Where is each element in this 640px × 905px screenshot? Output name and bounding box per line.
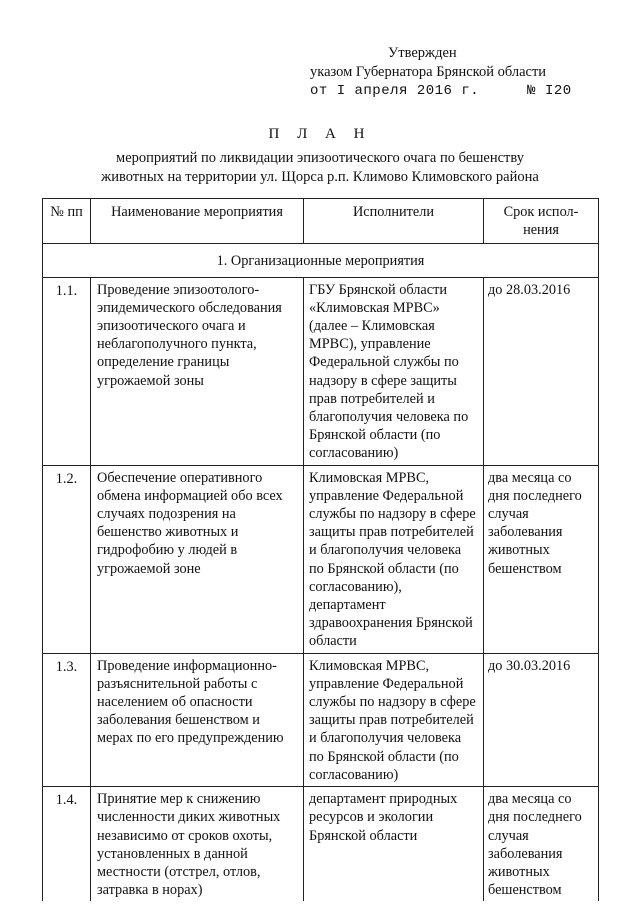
document-subtitle <box>60 149 580 187</box>
subtitle-line-2: животных на территории ул. Щорса р.п. Климово Климовского района <box>101 169 539 185</box>
approval-line-2: указом Губернатора Брянской области <box>310 64 547 80</box>
row-num: 1.3. <box>43 653 91 786</box>
row-executors: департамент природных ресурсов и экологии Брянской области <box>304 787 484 902</box>
plan-table <box>42 198 599 901</box>
row-name: Принятие мер к снижению численности диких животных независимо от сроков охоты, установленных в данной местности (отстрел, отлов, затравка в норах) <box>91 787 304 902</box>
header-deadline: Срок испол-нения <box>484 199 599 244</box>
table-row <box>43 653 599 786</box>
table-row <box>43 787 599 902</box>
row-deadline: два месяца со дня последнего случая заболевания животных бешенством <box>484 465 599 653</box>
row-executors: Климовская МРВС, управление Федеральной службы по надзору в сфере защиты прав потребителей и благополучия человека по Брянской области (по согласованию) <box>304 653 484 786</box>
row-deadline: до 30.03.2016 <box>484 653 599 786</box>
header-name: Наименование мероприятия <box>91 199 304 244</box>
header-executors: Исполнители <box>304 199 484 244</box>
document-title: П Л А Н <box>268 126 372 142</box>
table-row <box>43 277 599 465</box>
row-name: Обеспечение оперативного обмена информацией обо всех случаях подозрения на бешенство животных и гидрофобию у людей в угрожаемой зоне <box>91 465 304 653</box>
row-num: 1.2. <box>43 465 91 653</box>
row-name: Проведение эпизоотолого-эпидемического обследования эпизоотического очага и неблагополучного пункта, определение границы угрожаемой зоны <box>91 277 304 465</box>
approval-number: № I20 <box>527 83 572 99</box>
row-deadline: два месяца со дня последнего случая заболевания животных бешенством <box>484 787 599 902</box>
approval-stamp <box>310 44 572 101</box>
subtitle-line-1: мероприятий по ликвидации эпизоотического очага по бешенству <box>116 150 524 166</box>
header-num: № пп <box>43 199 91 244</box>
section-row <box>43 244 599 277</box>
approval-date: от I апреля 2016 г. <box>310 83 480 99</box>
row-num: 1.1. <box>43 277 91 465</box>
table-row <box>43 465 599 653</box>
table-header-row <box>43 199 599 244</box>
row-executors: Климовская МРВС, управление Федеральной службы по надзору в сфере защиты прав потребителей и благополучия человека по Брянской области (по согласованию), департамент здравоохранения Брянской области <box>304 465 484 653</box>
row-name: Проведение информационно-разъяснительной работы с населением об опасности заболевания бешенством и мерах по его предупреждению <box>91 653 304 786</box>
row-num: 1.4. <box>43 787 91 902</box>
approval-line-3 <box>310 82 572 101</box>
row-deadline: до 28.03.2016 <box>484 277 599 465</box>
section-title: 1. Организационные мероприятия <box>43 244 599 277</box>
row-executors: ГБУ Брянской области «Климовская МРВС» (далее – Климовская МРВС), управление Федеральной службы по надзору в сфере защиты прав потребителей и благополучия человека по Брянской области (по согласованию) <box>304 277 484 465</box>
approval-line-1: Утвержден <box>388 45 457 61</box>
